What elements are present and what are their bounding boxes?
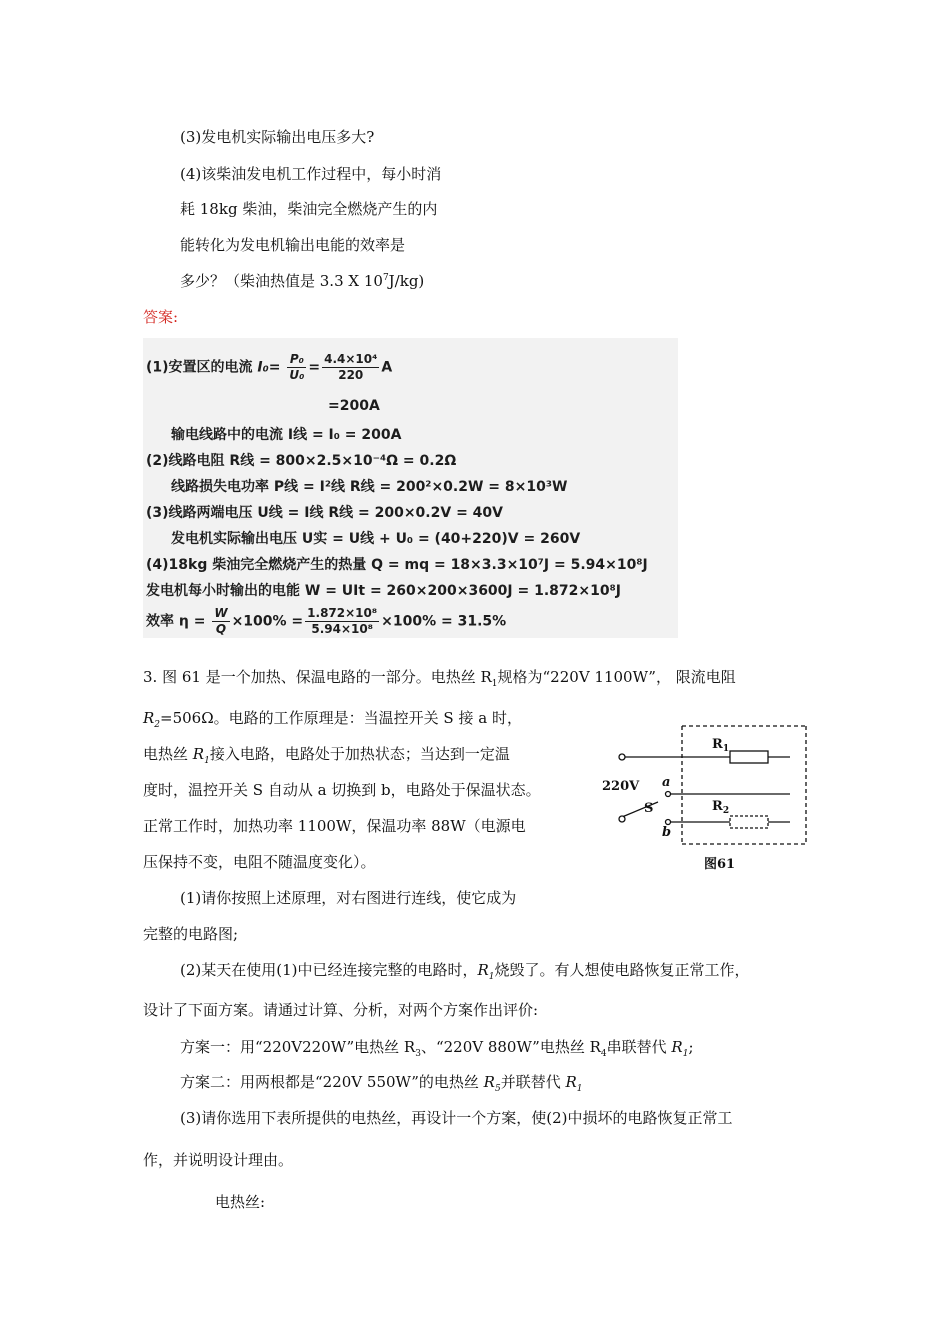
- plan-one: 方案一：用“220V220W”电热丝 $R_3$、“220V 880W”电热丝 $R_4$串联替代 $R_1$;: [180, 1038, 694, 1059]
- question-4-part4-line2: 耗 18kg 柴油，柴油完全燃烧产生的内: [180, 200, 438, 218]
- contact-b: [666, 820, 671, 825]
- answer-line-9: 发电机每小时输出的电能 W = UIt = 260×200×3600J = 1.872×10⁸J: [146, 583, 621, 599]
- question-3-line1: 3. 图 61 是一个加热、保温电路的一部分。电热丝 $R_1$规格为“220V 1100W”， 限流电阻: [143, 668, 736, 689]
- question-4-part3: (3)发电机实际输出电压多大?: [180, 128, 375, 146]
- contact-b-label: b: [662, 825, 672, 840]
- question-3-part2-line1: (2)某天在使用(1)中已经连接完整的电路时，$R_1$烧毁了。有人想使电路恢复正常工作，: [180, 961, 750, 982]
- question-3-line6: 压保持不变，电阻不随温度变化）。: [143, 853, 376, 871]
- plan-two: 方案二：用两根都是“220V 550W”的电热丝 $R_5$并联替代 $R_1$: [180, 1073, 583, 1094]
- question-3-line2: $R_2=506\Omega$。电路的工作原理是：当温控开关 S 接 a 时，: [143, 709, 522, 730]
- question-3-line5: 正常工作时，加热功率 1100W，保温功率 88W（电源电: [143, 817, 526, 835]
- question-3-part3-line2: 作，并说明设计理由。: [143, 1151, 294, 1169]
- answer-label: 答案:: [143, 308, 179, 326]
- answer-solution-image: [143, 338, 678, 638]
- question-4-part4-line1: (4)该柴油发电机工作过程中，每小时消: [180, 165, 442, 183]
- resistor-r2: [730, 816, 768, 828]
- question-3-part1-line1: (1)请你按照上述原理，对右图进行连线，使它成为: [180, 889, 517, 907]
- answer-line-3: 输电线路中的电流 I线 = I₀ = 200A: [171, 427, 402, 443]
- question-4-part4-line4: 多少？（柴油热值是 3.3 X $10^7J/kg$): [180, 272, 425, 290]
- answer-line-7: 发电机实际输出电压 U实 = U线 + U₀ = (40+220)V = 260V: [171, 531, 581, 547]
- question-3-line4: 度时，温控开关 S 自动从 a 切换到 b，电路处于保温状态。: [143, 781, 541, 799]
- answer-line-2: =200A: [328, 398, 380, 414]
- question-3-part3-line1: (3)请你选用下表所提供的电热丝，再设计一个方案，使(2)中损坏的电路恢复正常工: [180, 1109, 733, 1127]
- resistor-r1: [730, 751, 768, 763]
- voltage-label: 220V: [602, 779, 640, 794]
- contact-a: [666, 792, 671, 797]
- answer-line-10: 效率 η = $\frac{W}{Q}$ ×100% = $\frac{\text{1.872×10⁸}}{\text{5.94×10⁸}}$ ×100% = 31.5%: [146, 606, 507, 636]
- r1-label: $R_1$: [712, 737, 730, 754]
- question-4-part4-line3: 能转化为发电机输出电能的效率是: [180, 236, 406, 254]
- answer-line-6: (3)线路两端电压 U线 = I线 R线 = 200×0.2V = 40V: [146, 505, 503, 521]
- terminal-top: [619, 754, 625, 760]
- contact-a-label: a: [662, 775, 671, 790]
- answer-line-4: (2)线路电阻 R线 = 800×2.5×10⁻⁴Ω = 0.2Ω: [146, 453, 457, 469]
- switch-label: S: [644, 801, 654, 816]
- question-3-line3: 电热丝 $R_1$接入电路，电路处于加热状态；当达到一定温: [143, 745, 510, 766]
- answer-line-1: (1)安置区的电流 I₀= $\frac{\text{P₀}}{\text{U₀}}$ = $\frac{\text{4.4×10⁴}}{220}$ A: [146, 352, 393, 382]
- circuit-diagram-fig61: [600, 722, 818, 882]
- answer-line-5: 线路损失电功率 P线 = I²线 R线 = 200²×0.2W = 8×10³W: [171, 479, 568, 495]
- r2-label: $R_2$: [712, 799, 730, 816]
- question-3-part1-line2: 完整的电路图;: [143, 925, 239, 943]
- terminal-bottom: [619, 816, 625, 822]
- question-3-part2-line2: 设计了下面方案。请通过计算、分析，对两个方案作出评价:: [143, 1001, 539, 1019]
- answer-line-8: (4)18kg 柴油完全燃烧产生的热量 Q = mq = 18×3.3×10⁷J = 5.94×10⁸J: [146, 557, 648, 573]
- heating-wire-table-label: 电热丝:: [215, 1193, 266, 1211]
- figure-caption: 图61: [704, 857, 736, 872]
